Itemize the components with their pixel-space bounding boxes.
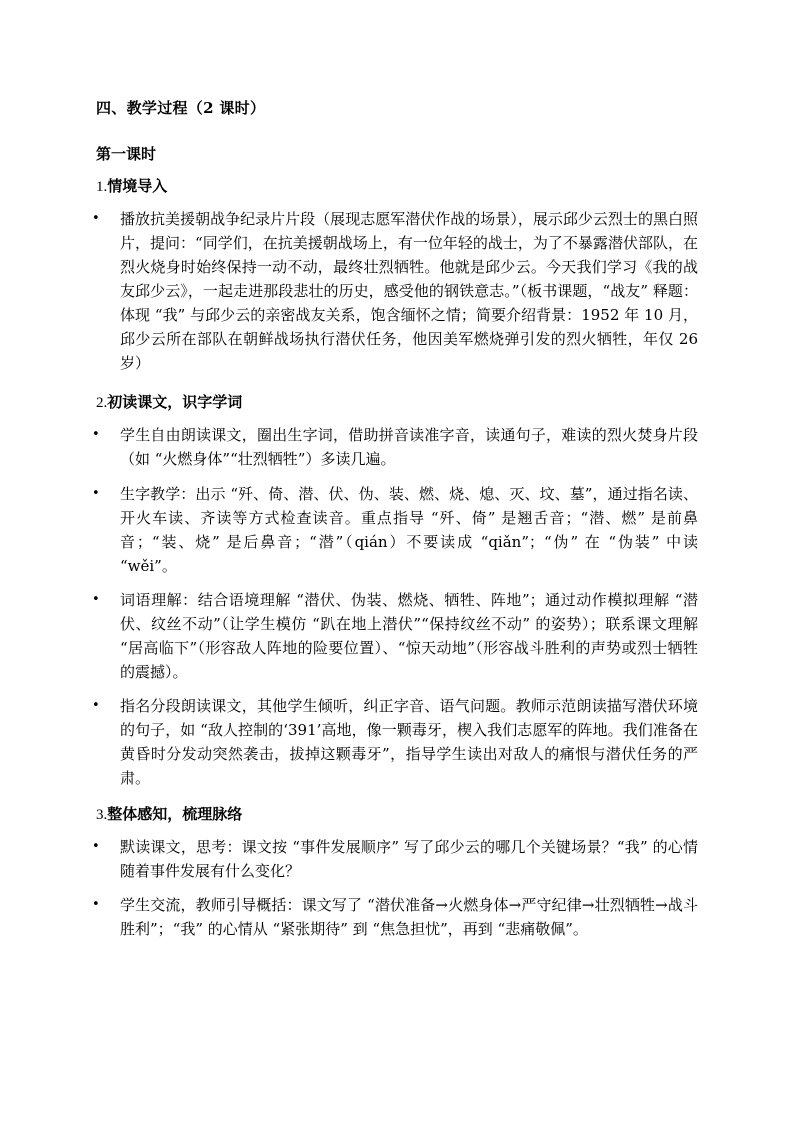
section-heading-2 (96, 391, 242, 412)
list-item-text: 播放抗美援朝战争纪录片片段（展现志愿军潜伏作战的场景），展示邱少云烈士的黑白照片，提问：“同学们，在抗美援朝战场上，有一位年轻的战士，为了不暴露潜伏部队，在烈火烧身时始终保持一动不动，最终壮烈牺牲。他就是邱少云。今天我们学习《我的战友邱少云》，一起走进那段悲壮的历史，感受他的钢铁意志。”（板书课题，“战友” 释题：体现 “我” 与邱少云的亲密战友关系，饱含缅怀之情；简要介绍背景：1952 年 10 月，邱少云所在部队在朝鲜战场执行潜伏任务，他因美军燃烧弹引发的烈火牺牲，年仅 26 岁） (120, 210, 698, 372)
bullet-icon: • (92, 427, 100, 442)
section-number: 2. (96, 395, 108, 411)
section-title: 情境导入 (107, 177, 168, 195)
bullet-icon: • (92, 839, 100, 854)
list-item-text: 指名分段朗读课文，其他学生倾听，纠正字音、语气问题。教师示范朗读描写潜伏环境的句子，如 “敌人控制的‘391’高地，像一颗毒牙，楔入我们志愿军的阵地。我们准备在黄昏时分发动突然袭击，拔掉这颗毒牙”，指导学生读出对敌人的痛恨与潜伏任务的严肃。 (120, 697, 698, 787)
list-item (92, 588, 698, 684)
page-heading: 四、教学过程（2 课时） (96, 99, 266, 117)
bullet-icon: • (92, 897, 100, 912)
list-item (92, 482, 698, 578)
list-item-text: 词语理解：结合语境理解 “潜伏、伪装、燃烧、牺牲、阵地”；通过动作模拟理解 “潜伏、纹丝不动”（让学生模仿 “趴在地上潜伏”“保持纹丝不动” 的姿势）；联系课文理解 “居高临下”（形容敌人阵地的险要位置）、“惊天动地”（形容战斗胜利的声势或烈士牺牲的震撼）。 (120, 591, 698, 681)
section-number: 1. (96, 179, 108, 195)
bullet-icon: • (92, 211, 100, 226)
list-item (92, 893, 698, 941)
bullet-icon: • (92, 698, 100, 713)
list-item (92, 835, 698, 883)
list-item (92, 207, 698, 375)
list-item-text: 学生交流，教师引导概括：课文写了 “潜伏准备→火燃身体→严守纪律→壮烈牺牲→战斗胜利”；“我” 的心情从 “紧张期待” 到 “焦急担忧”，再到 “悲痛敬佩”。 (120, 896, 698, 938)
section-heading-3 (96, 803, 242, 824)
section-title: 整体感知，梳理脉络 (107, 805, 243, 823)
list-item-text: 学生自由朗读课文，圈出生字词，借助拼音读准字音，读通句子，难读的烈火焚身片段（如 “火燃身体”“壮烈牺牲”）多读几遍。 (120, 426, 698, 468)
bullet-icon: • (92, 592, 100, 607)
bullet-icon: • (92, 486, 100, 501)
list-item (92, 694, 698, 790)
list-item-text: 默读课文，思考：课文按 “事件发展顺序” 写了邱少云的哪几个关键场景？“我” 的心情随着事件发展有什么变化？ (120, 838, 698, 880)
list-item-text: 生字教学：出示 “歼、倚、潜、伏、伪、装、燃、烧、熄、灭、坟、墓”，通过指名读、开火车读、齐读等方式检查读音。重点指导 “歼、倚” 是翘舌音；“潜、燃” 是前鼻音；“装、烧” 是后鼻音；“潜”（qián）不要读成 “qiǎn”；“伪” 在 “伪装” 中读 “wěi”。 (120, 485, 698, 575)
section-heading-1 (96, 175, 167, 196)
lesson-title: 第一课时 (96, 145, 157, 163)
section-number: 3. (96, 807, 108, 823)
list-item (92, 423, 698, 471)
section-title: 初读课文，识字学词 (107, 393, 243, 411)
